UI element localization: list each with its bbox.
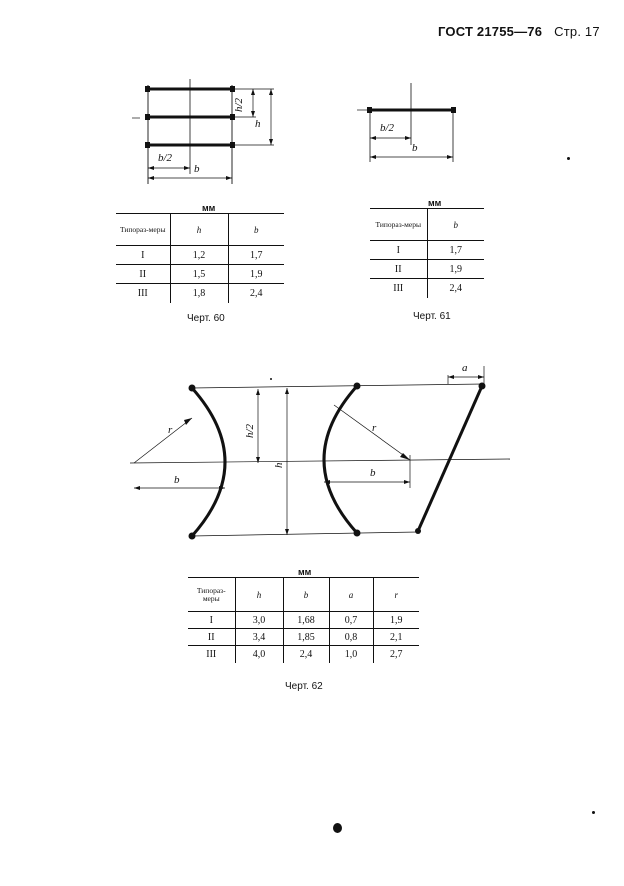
fig62-unit: мм <box>298 567 312 577</box>
table-cell: 2,1 <box>373 629 419 646</box>
table-cell: 0,7 <box>329 612 373 629</box>
table-cell: 1,9 <box>427 260 484 279</box>
fig62-col-h: h <box>235 578 283 612</box>
table-cell: 1,9 <box>373 612 419 629</box>
scan-speck <box>567 157 570 160</box>
fig62-table <box>188 577 419 663</box>
table-cell: 1,68 <box>283 612 329 629</box>
fig62-label-h-half: h/2 <box>244 423 256 438</box>
table-cell: 1,85 <box>283 629 329 646</box>
fig62-label-a: a <box>462 362 468 374</box>
fig60-label-h: h <box>255 118 261 130</box>
table-cell: 2,4 <box>283 646 329 663</box>
table-cell: 1,9 <box>228 265 284 284</box>
table-cell: 3,0 <box>235 612 283 629</box>
table-row <box>188 612 419 629</box>
table-row <box>188 629 419 646</box>
fig62-col-a: a <box>329 578 373 612</box>
fig62-caption: Черт. 62 <box>285 681 323 692</box>
table-cell: 1,0 <box>329 646 373 663</box>
table-cell: 1,5 <box>170 265 228 284</box>
table-cell: I <box>188 612 235 629</box>
table-cell: III <box>137 287 148 299</box>
scan-speck <box>592 811 595 814</box>
fig62-col-b: b <box>283 578 329 612</box>
table-cell: I <box>370 241 427 260</box>
table-cell: II <box>116 265 170 284</box>
fig61-col-b: b <box>427 209 484 241</box>
fig60-unit: мм <box>202 203 216 213</box>
table-cell: III <box>393 282 404 294</box>
table-cell: I <box>116 246 170 265</box>
scan-speck <box>270 378 272 380</box>
fig60-label-b: b <box>194 163 200 175</box>
table-cell: 4,0 <box>235 646 283 663</box>
fig62-label-r-left: r <box>168 424 173 436</box>
fig62-col-type: Типораз-меры <box>188 578 235 612</box>
table-cell: 1,7 <box>228 246 284 265</box>
table-cell: II <box>370 260 427 279</box>
fig62-label-b-right: b <box>370 467 376 479</box>
table-cell: 2,4 <box>427 279 484 298</box>
fig61-unit: мм <box>428 198 442 208</box>
table-row <box>188 646 419 663</box>
scan-speck <box>333 823 342 833</box>
fig60-label-b-half: b/2 <box>158 152 173 164</box>
table-cell: 2,7 <box>373 646 419 663</box>
table-cell: 1,7 <box>427 241 484 260</box>
fig62-label-b-left: b <box>174 474 180 486</box>
fig60-caption: Черт. 60 <box>187 313 225 324</box>
fig61-label-b-half: b/2 <box>380 122 395 134</box>
fig60-col-type: Типораз-меры <box>116 214 170 246</box>
fig62-label-r-right: r <box>372 422 377 434</box>
fig61-caption: Черт. 61 <box>413 311 451 322</box>
table-cell: 0,8 <box>329 629 373 646</box>
fig60-label-h-half: h/2 <box>233 97 245 112</box>
page-number: Стр. 17 <box>554 24 600 39</box>
fig61-label-b: b <box>412 142 418 154</box>
table-cell: 1,8 <box>170 284 228 303</box>
fig60-col-h: h <box>170 214 228 246</box>
standard-number: ГОСТ 21755—76 <box>438 24 543 39</box>
fig62-col-r: r <box>373 578 419 612</box>
table-cell: II <box>188 629 235 646</box>
table-cell: III <box>206 648 217 660</box>
table-cell: 1,2 <box>170 246 228 265</box>
table-cell: 3,4 <box>235 629 283 646</box>
fig61-col-type: Типораз-меры <box>370 209 427 241</box>
fig62-label-h: h <box>273 462 285 468</box>
table-cell: 2,4 <box>228 284 284 303</box>
fig60-col-b: b <box>228 214 284 246</box>
